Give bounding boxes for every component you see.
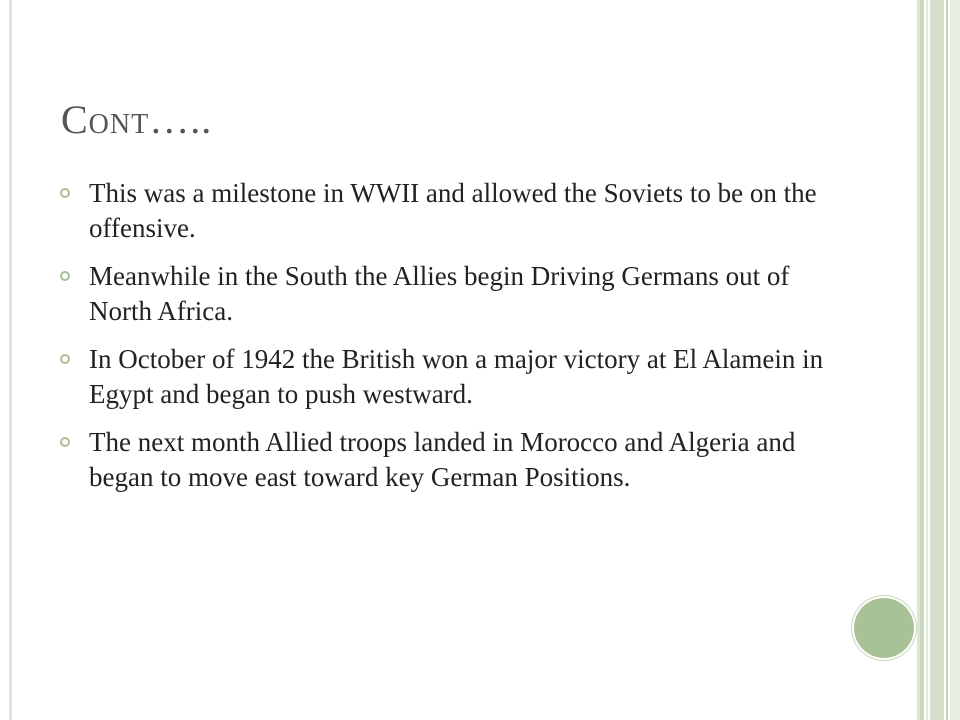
decorative-circle (854, 598, 914, 658)
decorative-stripes (920, 0, 960, 720)
bullet-item (60, 176, 840, 246)
stripe (920, 0, 924, 720)
stripe (926, 0, 928, 720)
stripe (946, 0, 948, 720)
bullet-text: This was a milestone in WWII and allowed the Soviets to be on the offensive. (89, 178, 817, 243)
ring-bullet-icon (60, 271, 70, 281)
stripe (950, 0, 960, 720)
bullet-text: The next month Allied troops landed in Morocco and Algeria and began to move east toward key German Positions. (89, 427, 796, 492)
bullet-item (60, 342, 840, 412)
bullet-item (60, 259, 840, 329)
bullet-item (60, 425, 840, 495)
bullet-text: In October of 1942 the British won a major victory at El Alamein in Egypt and began to push westward. (89, 344, 824, 409)
bullet-list (60, 176, 840, 508)
ring-bullet-icon (60, 354, 70, 364)
bullet-text: Meanwhile in the South the Allies begin Driving Germans out of North Africa. (89, 261, 790, 326)
slide-title: Cont….. (61, 97, 213, 142)
stripe (930, 0, 944, 720)
ring-bullet-icon (60, 188, 70, 198)
ring-bullet-icon (60, 437, 70, 447)
